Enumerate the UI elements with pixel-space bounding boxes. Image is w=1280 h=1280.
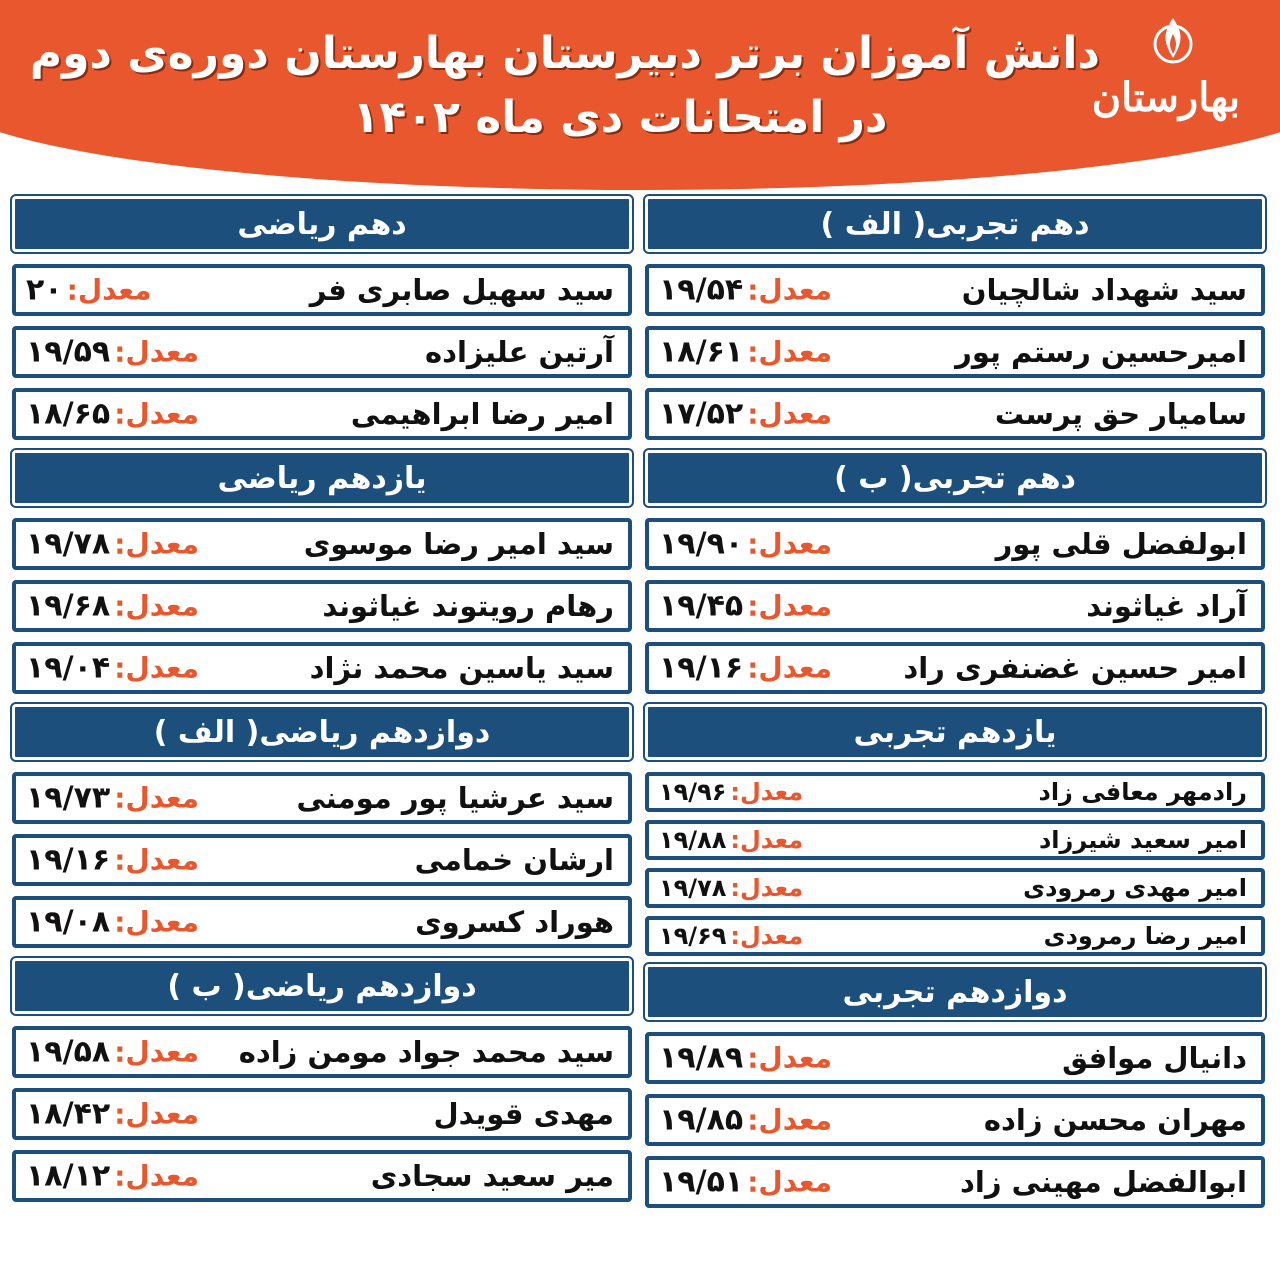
student-row [645,772,1265,812]
student-row [12,642,632,694]
average-label: معدل: [747,273,833,307]
section-title: دهم تجربی( الف ) [645,196,1265,252]
student-name: امیرحسین رستم پور [955,335,1247,369]
average-label: معدل: [114,781,200,815]
average-label: معدل: [114,1035,200,1069]
student-row [12,1026,632,1078]
student-name: سید سهیل صابری فر [309,273,614,307]
student-name: امیر مهدی رمرودی [1023,874,1247,902]
average-value: ۱۹/۵۸ [26,1034,111,1070]
average-value: ۱۹/۶۸ [26,588,111,624]
student-name: امیر سعید شیرزاد [1038,826,1247,854]
average-label: معدل: [747,1165,833,1199]
average-value: ۱۹/۱۶ [659,650,744,686]
average-value: ۱۹/۷۸ [659,874,727,902]
class-section [645,704,1265,956]
section-title: دوازدهم ریاضی( الف ) [12,704,632,760]
average-value: ۱۹/۷۳ [26,780,111,816]
average-block [659,651,832,686]
average-label: معدل: [114,1097,200,1131]
average-value: ۱۸/۱۲ [26,1158,111,1194]
student-name: سید محمد جواد مومن زاده [238,1035,614,1069]
student-row [12,518,632,570]
student-row [645,518,1265,570]
average-block [26,651,199,686]
average-label: معدل: [730,778,804,806]
student-row [645,820,1265,860]
average-label: معدل: [747,651,833,685]
class-section [645,964,1265,1208]
average-block [659,1041,832,1076]
average-block [659,397,832,432]
section-title: دوازدهم ریاضی( ب ) [12,958,632,1014]
average-label: معدل: [114,843,200,877]
average-block [659,527,832,562]
average-block [26,335,199,370]
average-label: معدل: [730,826,804,854]
average-block [659,826,803,854]
average-label: معدل: [747,589,833,623]
student-row [12,834,632,886]
student-row [12,896,632,948]
student-row [645,388,1265,440]
page-subtitle: در امتحانات دی ماه ۱۴۰۲ [352,92,888,143]
student-name: ابولفضل قلی پور [995,527,1247,561]
average-value: ۱۹/۵۴ [659,272,744,308]
average-label: معدل: [114,397,200,431]
average-value: ۱۹/۹۰ [659,526,744,562]
student-row [645,868,1265,908]
average-block [26,527,199,562]
average-block [659,335,832,370]
student-name: آراد غیاثوند [1086,589,1247,623]
average-value: ۱۸/۶۱ [659,334,744,370]
student-row [645,264,1265,316]
flame-icon [1152,14,1194,70]
student-row [12,264,632,316]
average-value: ۱۸/۶۵ [26,396,111,432]
student-name: امیر رضا ابراهیمی [350,397,614,431]
average-block [659,874,803,902]
class-section [12,704,632,948]
logo-text: بهارستان [1091,74,1240,121]
average-block [26,781,199,816]
student-name: مهدی قویدل [433,1097,614,1131]
student-row [645,580,1265,632]
average-label: معدل: [114,1159,200,1193]
student-name: امیر رضا رمرودی [1043,922,1247,950]
student-name: رهام رویتوند غیاثوند [322,589,614,623]
student-name: سید شهداد شالچیان [961,273,1247,307]
section-title: دهم ریاضی [12,196,632,252]
student-row [645,642,1265,694]
average-block [659,1165,832,1200]
average-label: معدل: [114,905,200,939]
student-name: میر سعید سجادی [370,1159,614,1193]
student-name: سید امیر رضا موسوی [303,527,614,561]
average-label: معدل: [747,335,833,369]
average-block [26,273,151,308]
average-block [26,905,199,940]
average-value: ۱۹/۵۱ [659,1164,744,1200]
average-value: ۱۸/۴۲ [26,1096,111,1132]
average-label: معدل: [730,922,804,950]
average-label: معدل: [66,273,152,307]
student-row [12,1150,632,1202]
student-row [645,1156,1265,1208]
average-block [659,922,803,950]
student-name: ابوالفضل مهینی زاد [960,1165,1247,1199]
student-name: مهران محسن زاده [983,1103,1247,1137]
student-name: امیر حسین غضنفری راد [903,651,1247,685]
average-block [26,589,199,624]
average-block [26,843,199,878]
student-row [645,326,1265,378]
student-name: سید یاسین محمد نژاد [309,651,614,685]
student-name: هوراد کسروی [415,905,614,939]
right-column [645,196,1265,1218]
class-section [645,450,1265,694]
average-value: ۱۹/۱۶ [26,842,111,878]
average-block [26,1097,199,1132]
average-value: ۱۹/۸۸ [659,826,727,854]
average-value: ۱۹/۷۸ [26,526,111,562]
class-section [12,196,632,440]
class-section [12,450,632,694]
average-value: ۱۹/۰۴ [26,650,111,686]
student-row [12,772,632,824]
section-title: دهم تجربی( ب ) [645,450,1265,506]
student-row [12,388,632,440]
average-value: ۱۹/۴۵ [659,588,744,624]
average-label: معدل: [114,527,200,561]
student-row [12,326,632,378]
average-label: معدل: [747,527,833,561]
average-label: معدل: [747,397,833,431]
average-value: ۱۹/۸۹ [659,1040,744,1076]
student-name: ارشان خمامی [414,843,614,877]
average-label: معدل: [114,335,200,369]
average-block [659,1103,832,1138]
average-block [659,778,803,806]
student-name: رادمهر معافی زاد [1038,778,1247,806]
left-column [12,196,632,1212]
average-value: ۱۹/۶۹ [659,922,727,950]
student-row [645,916,1265,956]
student-name: سید عرشیا پور مومنی [296,781,614,815]
student-name: دانیال موافق [1062,1041,1247,1075]
title-block [0,0,1280,180]
average-label: معدل: [114,651,200,685]
average-label: معدل: [114,589,200,623]
average-value: ۲۰ [26,272,63,308]
class-section [645,196,1265,440]
student-row [645,1032,1265,1084]
average-value: ۱۹/۹۶ [659,778,727,806]
student-row [12,1088,632,1140]
average-block [659,589,832,624]
section-title: یازدهم تجربی [645,704,1265,760]
student-row [645,1094,1265,1146]
section-title: دوازدهم تجربی [645,964,1265,1020]
average-label: معدل: [747,1041,833,1075]
student-name: آرتین علیزاده [424,335,614,369]
average-label: معدل: [730,874,804,902]
average-block [26,1035,199,1070]
average-block [26,397,199,432]
average-value: ۱۹/۵۹ [26,334,111,370]
student-name: سامیار حق پرست [994,397,1247,431]
class-section [12,958,632,1202]
average-label: معدل: [747,1103,833,1137]
average-value: ۱۹/۰۸ [26,904,111,940]
section-title: یازدهم ریاضی [12,450,632,506]
average-value: ۱۹/۸۵ [659,1102,744,1138]
school-logo [1091,14,1240,134]
student-row [12,580,632,632]
average-block [659,273,832,308]
page-title: دانش آموزان برتر دبیرستان بهارستان دوره‌ی دوم [29,28,1100,79]
average-block [26,1159,199,1194]
average-value: ۱۷/۵۲ [659,396,744,432]
